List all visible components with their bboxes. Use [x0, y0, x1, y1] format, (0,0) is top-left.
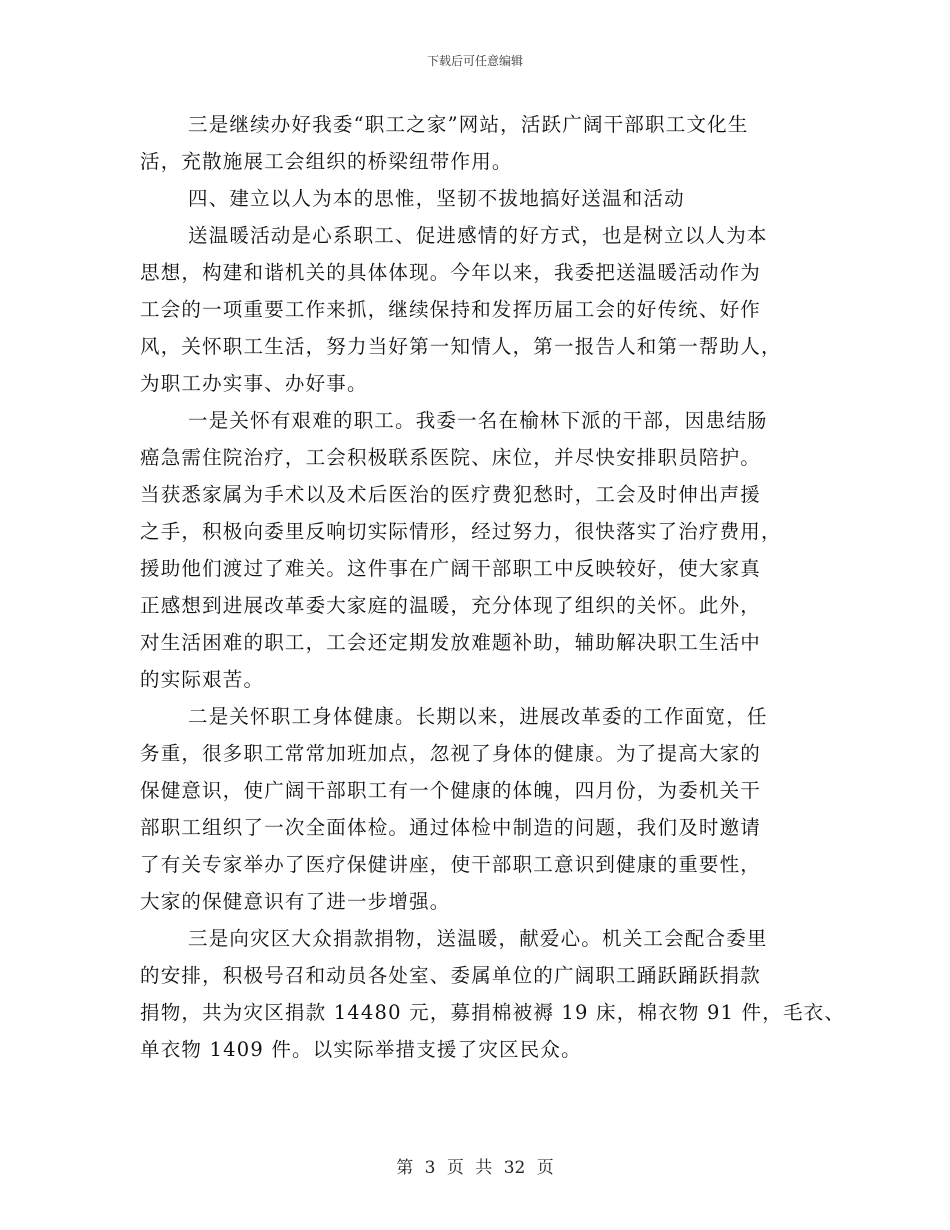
text-line: 三是向灾区大众捐款捐物，送温暖，献爱心。机关工会配合委里 — [188, 927, 768, 950]
text-line: 捐物，共为灾区捐款 14480 元，募捐棉被褥 19 床，棉衣物 91 件，毛衣、 — [140, 1001, 846, 1024]
text-line: 部职工组织了一次全面体检。通过体检中制造的问题，我们及时邀请 — [140, 816, 762, 839]
text-line: 大家的保健意识有了进一步增强。 — [140, 890, 451, 913]
text-line: 活，充散施展工会组织的桥梁纽带作用。 — [140, 150, 513, 173]
text-line: 当获悉家属为手术以及术后医治的医疗费犯愁时，工会及时伸出声援 — [140, 483, 762, 506]
text-line: 送温暖活动是心系职工、促进感情的好方式，也是树立以人为本 — [188, 224, 768, 247]
text-line: 风，关怀职工生活，努力当好第一知情人，第一报告人和第一帮助人， — [140, 335, 782, 358]
text-line: 为职工办实事、办好事。 — [140, 372, 368, 395]
text-line: 单衣物 1409 件。以实际举措支援了灾区民众。 — [140, 1038, 582, 1061]
text-line: 癌急需住院治疗，工会积极联系医院、床位，并尽快安排职员陪护。 — [140, 446, 762, 469]
section-heading: 四、建立以人为本的思惟，坚韧不拔地搞好送温和活动 — [188, 187, 685, 210]
page-footer: 第 3 页 共 32 页 — [396, 1158, 554, 1178]
text-line: 二是关怀职工身体健康。长期以来，进展改革委的工作面宽，任 — [188, 705, 768, 728]
document-body — [140, 106, 846, 1068]
text-line: 了有关专家举办了医疗保健讲座，使干部职工意识到健康的重要性， — [140, 853, 762, 876]
text-line: 的实际艰苦。 — [140, 668, 265, 691]
text-line: 三是继续办好我委“职工之家”网站，活跃广阔干部职工文化生 — [188, 113, 749, 136]
text-line: 一是关怀有艰难的职工。我委一名在榆林下派的干部，因患结肠 — [188, 409, 768, 432]
text-line: 正感想到进展改革委大家庭的温暖，充分体现了组织的关怀。此外， — [140, 594, 762, 617]
text-line: 工会的一项重要工作来抓，继续保持和发挥历届工会的好传统、好作 — [140, 298, 762, 321]
text-line: 的安排，积极号召和动员各处室、委属单位的广阔职工踊跃踊跃捐款 — [140, 964, 762, 987]
text-line: 思想，构建和谐机关的具体体现。今年以来，我委把送温暖活动作为 — [140, 261, 762, 284]
text-line: 保健意识，使广阔干部职工有一个健康的体魄，四月份，为委机关干 — [140, 779, 762, 802]
page-header: 下载后可任意编辑 — [426, 54, 523, 68]
text-line: 之手，积极向委里反响切实际情形，经过努力，很快落实了治疗费用， — [140, 520, 782, 543]
text-line: 务重，很多职工常常加班加点，忽视了身体的健康。为了提高大家的 — [140, 742, 762, 765]
text-line: 对生活困难的职工，工会还定期发放难题补助，辅助解决职工生活中 — [140, 631, 762, 654]
text-line: 援助他们渡过了难关。这件事在广阔干部职工中反映较好，使大家真 — [140, 557, 762, 580]
